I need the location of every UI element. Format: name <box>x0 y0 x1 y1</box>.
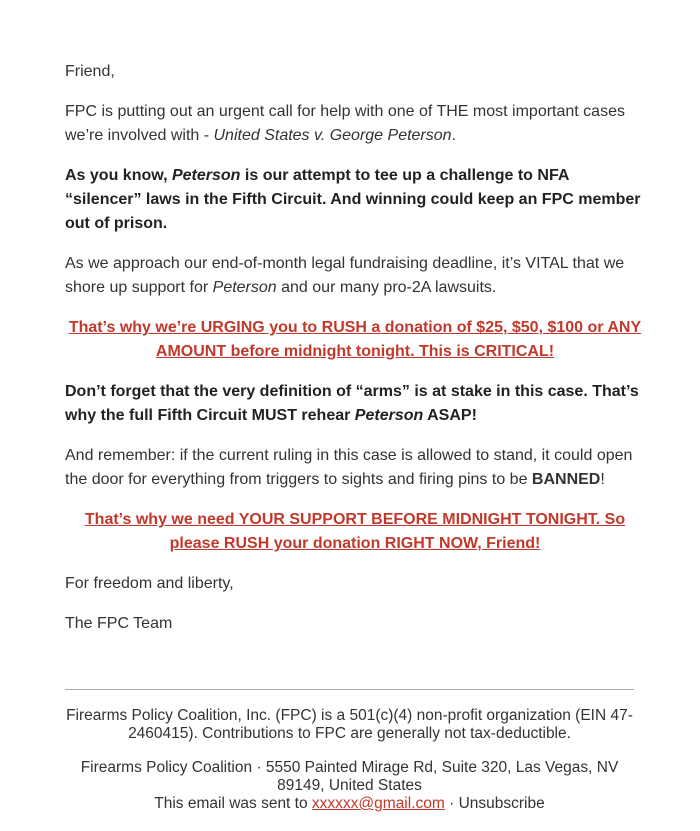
ruling-pre: And remember: if the current ruling in this case is allowed to stand, it could open the door for everything from triggers to sights and firing pins to be <box>65 447 633 488</box>
peterson-paragraph <box>65 164 645 236</box>
donate-link-support[interactable]: That’s why we need YOUR SUPPORT BEFORE MIDNIGHT TONIGHT. So please RUSH your donation RIGHT NOW, Friend! <box>84 511 626 552</box>
footer-sent-to <box>65 795 634 813</box>
arms-em: Peterson <box>354 407 424 424</box>
footer-address: Firearms Policy Coalition · 5550 Painted Mirage Rd, Suite 320, Las Vegas, NV 89149, United States <box>80 759 619 794</box>
arms-pre: Don’t forget that the very definition of “arms” is at stake in this case. That’s why the full Fifth Circuit MUST rehear <box>65 383 639 424</box>
arms-post: ASAP! <box>423 407 477 424</box>
case-name: United States v. George Peterson <box>213 127 452 144</box>
deadline-paragraph <box>65 252 645 300</box>
intro-end: . <box>451 127 457 144</box>
email-content <box>65 60 645 652</box>
banned-text: BANNED <box>531 471 601 488</box>
intro-text: FPC is putting out an urgent call for help with one of THE most important cases we’re involved with - <box>65 103 625 144</box>
footer-separator: · <box>444 795 459 812</box>
donate-link-urging[interactable]: That’s why we’re URGING you to RUSH a donation of $25, $50, $100 or ANY AMOUNT before midnight tonight. This is CRITICAL! <box>68 319 642 360</box>
intro-paragraph <box>65 100 645 148</box>
footer-disclaimer: Firearms Policy Coalition, Inc. (FPC) is a 501(c)(4) non-profit organization (EIN 47-2460415). Contributions to FPC are generally not tax-deductible. <box>66 707 633 742</box>
peterson-post: is our attempt to tee up a challenge to NFA “silencer” laws in the Fifth Circuit. And winning could keep an FPC member out of prison. <box>65 167 641 232</box>
recipient-email-link[interactable]: xxxxxx@gmail.com <box>311 795 445 812</box>
signature: The FPC Team <box>65 615 173 632</box>
deadline-post: and our many pro-2A lawsuits. <box>276 279 497 296</box>
peterson-pre: As you know, <box>65 167 172 184</box>
sent-to-label: This email was sent to <box>154 795 312 812</box>
ruling-post: ! <box>600 471 605 488</box>
arms-paragraph <box>65 380 645 428</box>
deadline-em: Peterson <box>212 279 277 296</box>
footer-divider <box>65 689 634 690</box>
signoff: For freedom and liberty, <box>65 575 234 592</box>
email-footer <box>65 707 634 813</box>
ruling-paragraph <box>65 444 645 492</box>
deadline-pre: As we approach our end-of-month legal fundraising deadline, it’s VITAL that we shore up support for <box>65 255 625 296</box>
unsubscribe-link[interactable]: Unsubscribe <box>458 795 545 812</box>
greeting: Friend, <box>65 63 115 80</box>
peterson-em: Peterson <box>171 167 241 184</box>
